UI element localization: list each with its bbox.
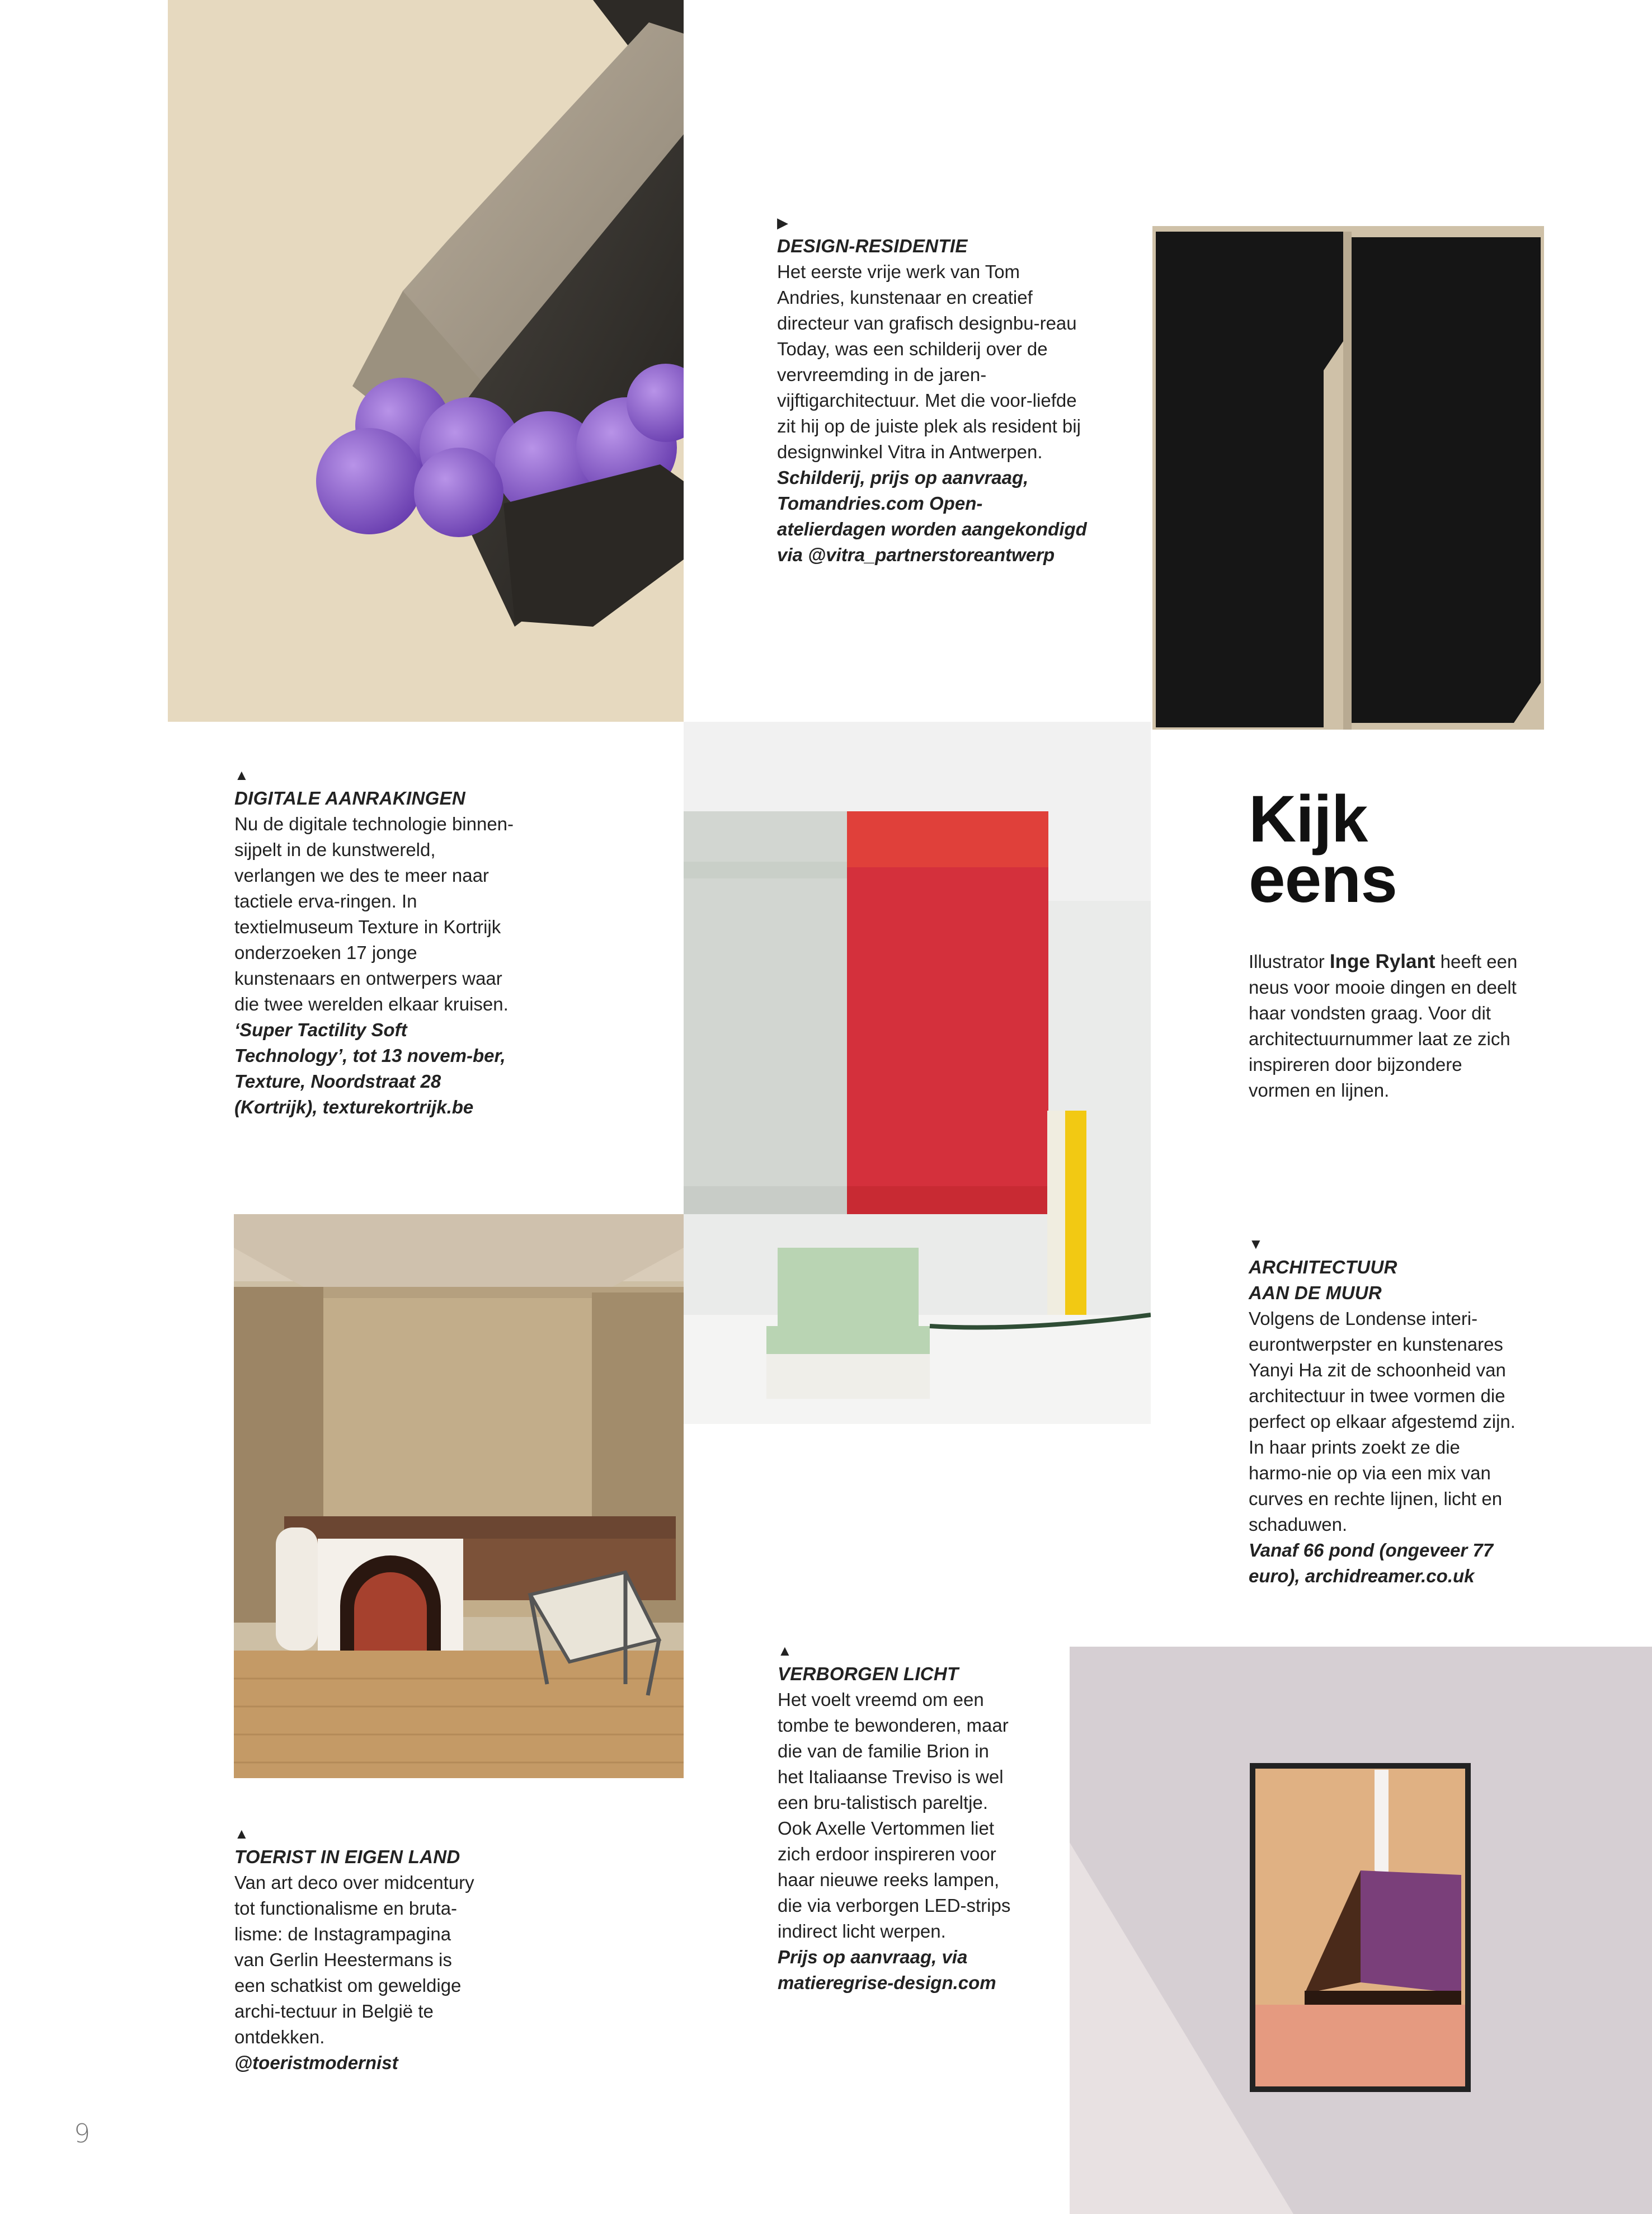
article-verborgen-licht — [778, 1642, 1013, 1996]
article-details: Vanaf 66 pond (ongeveer 77 euro), archidreamer.co.uk — [1249, 1540, 1494, 1586]
article-body: Nu de digitale technologie binnen-sijpelt in de kunstwereld, verlangen we des te meer naar tactiele erva-ringen. In textielmuseum Texture in Kortrijk onderzoeken 17 jonge kunstenaars en ontwerpers waar die twee werelden elkaar kruisen. — [234, 814, 514, 1014]
page-title-line1: Kijk — [1249, 782, 1368, 856]
article-architectuur-aan-de-muur — [1249, 1235, 1517, 1589]
art-deco-interior-image — [234, 1214, 684, 1778]
article-details: @toeristmodernist — [234, 2052, 398, 2073]
article-digitale-aanrakingen — [234, 767, 520, 1120]
illustrator-name: Inge Rylant — [1329, 951, 1436, 972]
article-design-residentie — [777, 214, 1090, 568]
article-body: Van art deco over midcentury tot functionalisme en bruta-lisme: de Instagrampagina van Gerlin Heestermans is een schatkist om geweldige archi-tectuur in België te ontdekken. — [234, 1872, 474, 2047]
article-heading: VERBORGEN LICHT — [778, 1663, 959, 1684]
article-details: Schilderij, prijs op aanvraag, Tomandries.com Open-atelierdagen worden aangekondigd via @vitra_partnerstoreantwerp — [777, 467, 1087, 565]
article-heading: DIGITALE AANRAKINGEN — [234, 788, 465, 808]
intro-text-before: Illustrator — [1249, 951, 1330, 972]
arrow-up-icon: ▲ — [234, 1825, 249, 1842]
article-body: Volgens de Londense interi-eurontwerpster en kunstenares Yanyi Ha zit de schoonheid van architectuur in twee vormen die perfect op elkaar afgestemd zijn. In haar prints zoekt ze die harmo-nie op via een mix van curves en rechte lijnen, licht en schaduwen. — [1249, 1308, 1515, 1535]
article-details: Prijs op aanvraag, via matieregrise-design.com — [778, 1947, 996, 1993]
intro-block — [1249, 782, 1528, 1103]
article-body: Het voelt vreemd om een tombe te bewonderen, maar die van de familie Brion in het Italiaanse Treviso is wel een bru-talistisch pareltje. Ook Axelle Vertommen liet zich erdoor inspireren voor haar nieuwe reeks lampen, die via verborgen LED-strips indirect licht werpen. — [778, 1689, 1011, 1942]
article-details: ‘Super Tactility Soft Technology’, tot 13 novem-ber, Texture, Noordstraat 28 (Kortrijk), texturekortrijk.be — [234, 1019, 506, 1117]
article-heading: ARCHITECTUUR AAN DE MUUR — [1249, 1257, 1397, 1303]
brushstroke-painting-image — [1145, 224, 1550, 737]
intro-text — [1249, 949, 1528, 1103]
article-toerist-in-eigen-land — [234, 1825, 481, 2076]
article-body: Het eerste vrije werk van Tom Andries, kunstenaar en creatief directeur van grafisch designbu-reau Today, was een schilderij over de vervreemding in de jaren-vijftigarchitectuur. Met die voor-liefde zit hij op de juiste plek als resident bij designwinkel Vitra in Antwerpen. — [777, 261, 1081, 462]
arrow-right-icon: ▶ — [777, 214, 788, 231]
page-title-line2: eens — [1249, 843, 1397, 916]
intro-text-after: heeft een neus voor mooie dingen en deelt haar vondsten graag. Voor dit architectuurnummer laat ze zich inspireren door bijzondere vormen en lijnen. — [1249, 951, 1518, 1101]
article-heading: DESIGN-RESIDENTIE — [777, 236, 968, 256]
framed-print-image — [1070, 1647, 1652, 2214]
brick-sculpture-image — [168, 0, 684, 722]
page-title — [1249, 782, 1528, 916]
page-number: 9 — [74, 2118, 91, 2149]
article-heading: TOERIST IN EIGEN LAND — [234, 1846, 460, 1867]
red-painting-lamp-image — [684, 722, 1151, 1424]
arrow-up-icon: ▲ — [234, 767, 249, 783]
arrow-down-icon: ▼ — [1249, 1235, 1263, 1252]
arrow-up-icon: ▲ — [778, 1642, 792, 1659]
